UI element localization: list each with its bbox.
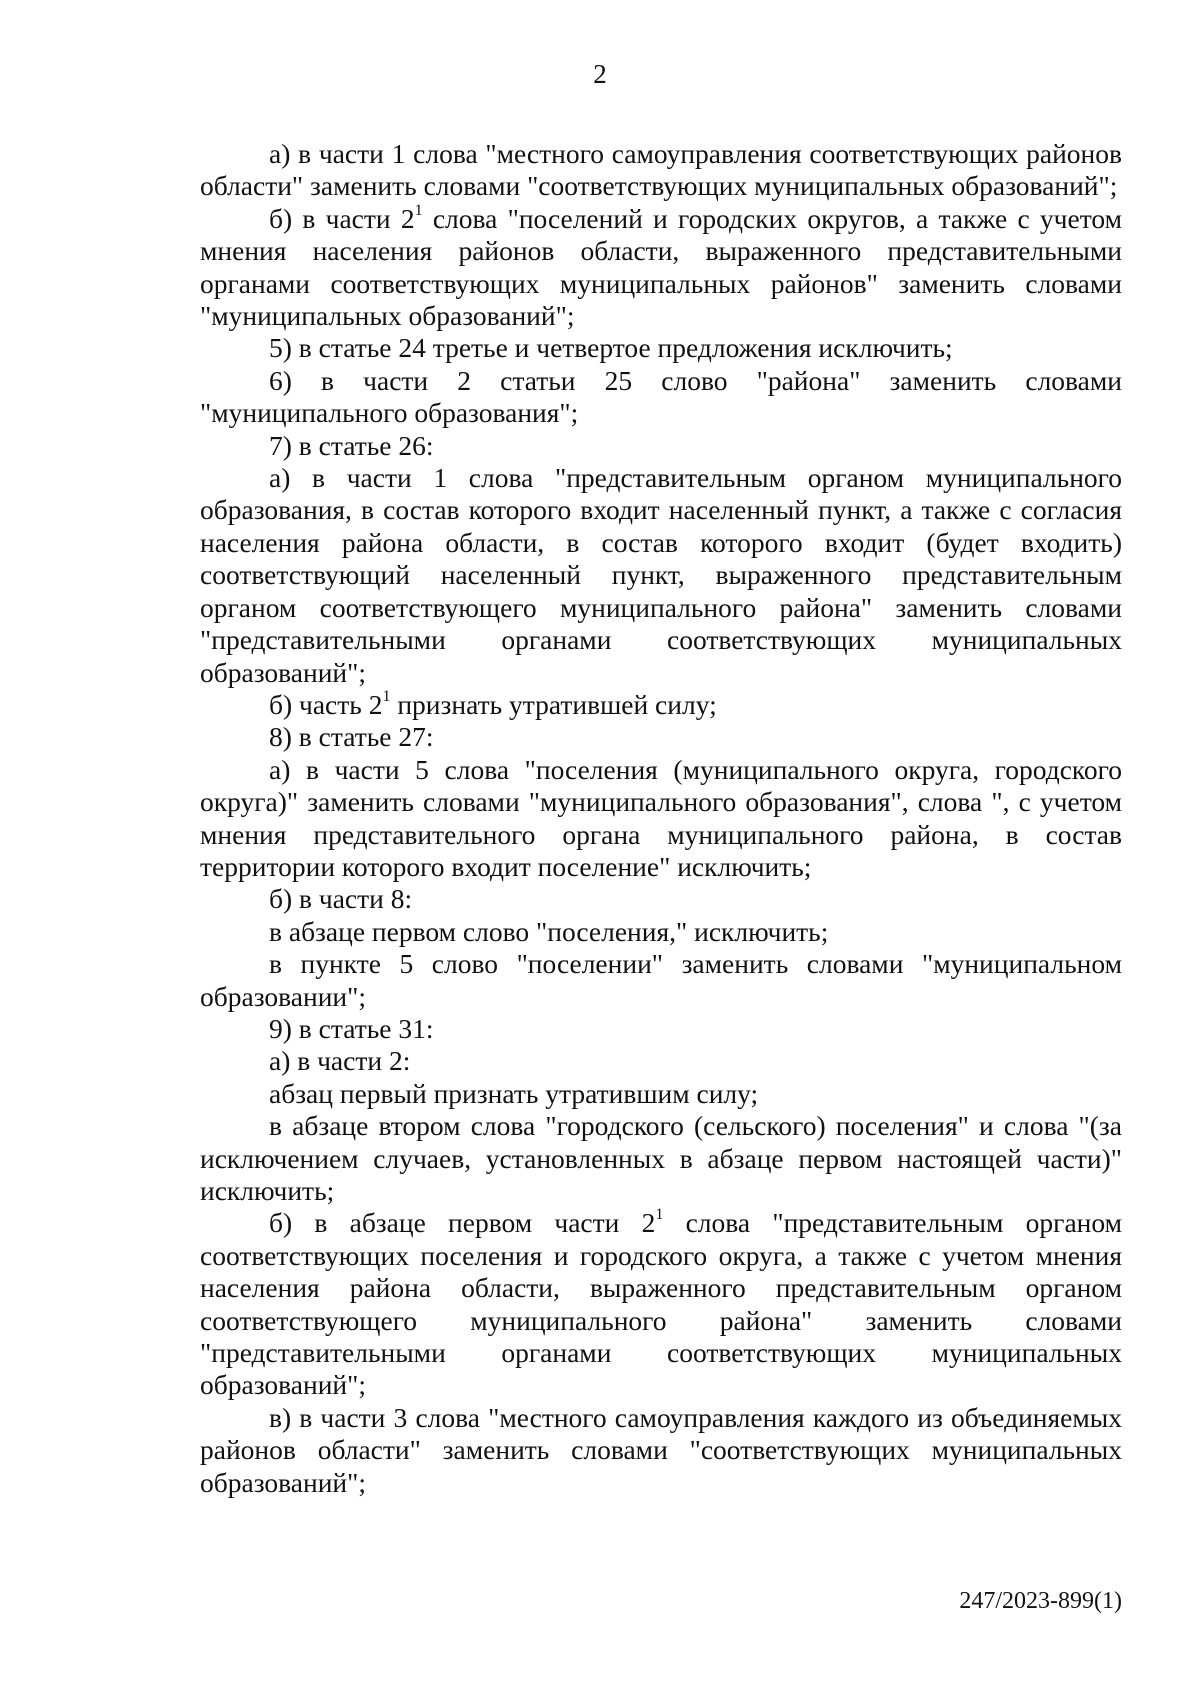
paragraph-article-31-b [200, 1207, 1122, 1401]
paragraph-item-7-article-26: 7) в статье 26: [269, 429, 434, 461]
paragraph-text-after: признать утратившей силу; [390, 688, 717, 720]
document-code: 247/2023-899(1) [959, 1588, 1122, 1614]
paragraph-article-31-a: а) в части 2: [269, 1045, 411, 1077]
paragraph-text-before: б) в абзаце первом части 2 [269, 1207, 656, 1239]
paragraph-text-before: б) часть 2 [269, 688, 383, 720]
paragraph-article-27-a: а) в части 5 слова "поселения (муниципального округа, городского округа)" заменить словами "муниципального образования", слова ", с учетом мнения представительного органа муниципального района, в состав территории которого входит поселение" исключить; [200, 753, 1122, 882]
paragraph-article-26-b [200, 689, 1122, 721]
paragraph-article-31-c: в) в части 3 слова "местного самоуправления каждого из объединяемых районов области" заменить словами "соответствующих муниципальных образований"; [200, 1401, 1122, 1498]
paragraph-article-27-b-point-5: в пункте 5 слово "поселении" заменить словами "муниципальном образовании"; [200, 948, 1122, 1012]
paragraph-item-9-article-31: 9) в статье 31: [269, 1012, 434, 1044]
paragraph-article-31-a-second: в абзаце втором слова "городского (сельского) поселения" и слова "(за исключением случаев, установленных в абзаце первом настоящей части)" исключить; [200, 1110, 1122, 1206]
paragraph-article-27-b: б) в части 8: [269, 883, 413, 915]
paragraph-item-5-article-24: 5) в статье 24 третье и четвертое предложения исключить; [269, 332, 953, 364]
paragraph-text-after: слова "представительным органом соответствующих поселения и городского округа, а также с учетом мнения населения района области, выраженного представительным органом соответствующего муниципального района" заменить словами "представительными органами соответствующих муниципальных образований"; [200, 1207, 1122, 1401]
paragraph-text-before: б) в части 2 [269, 202, 415, 234]
superscript-index: 1 [655, 1206, 664, 1224]
superscript-index: 1 [414, 201, 423, 219]
document-body [200, 138, 1122, 1499]
paragraph-text-after: слова "поселений и городских округов, а также с учетом мнения населения районов области, выраженного представительными органами соответствующих муниципальных районов" заменить словами "муниципальных образований"; [200, 202, 1122, 332]
superscript-index: 1 [382, 687, 391, 705]
page-number: 2 [593, 59, 607, 89]
paragraph-article-31-a-first: абзац первый признать утратившим силу; [269, 1077, 759, 1109]
paragraph-amendment-b-part-2-1 [200, 203, 1122, 333]
paragraph-article-27-b-first: в абзаце первом слово "поселения," исключить; [269, 915, 829, 947]
paragraph-amendment-a-part-1: а) в части 1 слова "местного самоуправления соответствующих районов области" заменить словами "соответствующих муниципальных образований"; [200, 138, 1122, 202]
paragraph-item-8-article-27: 8) в статье 27: [269, 721, 434, 753]
paragraph-item-6-article-25: 6) в части 2 статьи 25 слово "района" заменить словами "муниципального образования"; [200, 364, 1122, 429]
paragraph-article-26-a: а) в части 1 слова "представительным органом муниципального образования, в состав которого входит населенный пункт, а также с согласия населения района области, в состав которого входит (будет входить) соответствующий населенный пункт, выраженного представительным органом соответствующего муниципального района" заменить словами "представительными органами соответствующих муниципальных образований"; [200, 462, 1122, 688]
